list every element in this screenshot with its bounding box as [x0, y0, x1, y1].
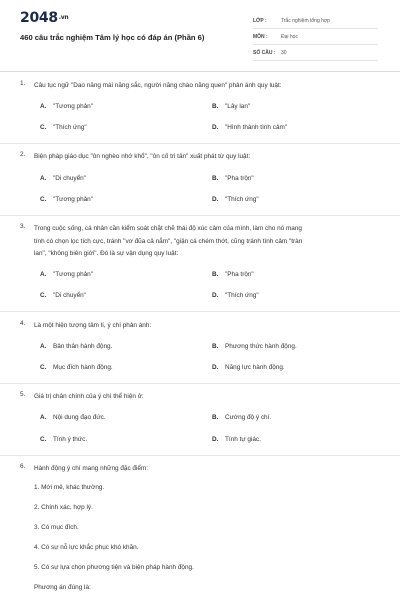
option-text: "Tương phản": [53, 196, 94, 203]
meta-value: Trắc nghiệm tổng hợp: [281, 18, 330, 24]
statement-item: 2. Chính xác, hợp lý.: [34, 504, 93, 511]
option-letter: C.: [40, 292, 47, 299]
question-text: Câu tục ngữ "Dao năng mài năng sắc, người năng chào năng quen" phản ánh quy luật:: [34, 82, 282, 89]
meta-value: 30: [281, 50, 287, 56]
option-b[interactable]: [212, 414, 271, 421]
question-text-line: tính có chọn lọc tích cực, tránh "vơ đũa cả nắm", "giận cá chém thớt, cũng tránh tình cảm "tràn: [34, 237, 303, 245]
statement-item: 4. Có sự nỗ lực khắc phục khó khăn.: [34, 544, 139, 551]
question-separator: [0, 143, 400, 144]
option-d[interactable]: [212, 196, 259, 203]
site-logo[interactable]: [20, 10, 68, 26]
option-c[interactable]: [40, 124, 87, 131]
option-letter: B.: [212, 271, 219, 278]
option-text: "Tương phản": [53, 103, 94, 110]
option-letter: D.: [212, 196, 219, 203]
option-d[interactable]: [212, 292, 259, 299]
option-text: "Thích ứng": [225, 292, 259, 299]
option-b[interactable]: [212, 175, 254, 182]
option-c[interactable]: [40, 292, 86, 299]
document-title: 460 câu trắc nghiệm Tâm lý học có đáp án (Phần 6): [20, 33, 205, 42]
question-2: [20, 151, 382, 164]
option-a[interactable]: [40, 343, 112, 350]
option-letter: B.: [212, 414, 219, 421]
option-text: "Di chuyển": [53, 175, 86, 182]
option-a[interactable]: [40, 175, 86, 182]
option-letter: D.: [212, 436, 219, 443]
option-letter: D.: [212, 292, 219, 299]
question-3: [20, 223, 382, 261]
question-number: 1.: [20, 80, 26, 87]
option-letter: A.: [40, 175, 47, 182]
meta-row-count: [253, 46, 378, 61]
option-text: Phương thức hành động.: [225, 343, 297, 350]
question-separator: [0, 215, 400, 216]
question-text: Giá trị chân chính của ý chí thể hiện ở:: [34, 393, 144, 400]
option-d[interactable]: [212, 364, 285, 371]
question-number: 5.: [20, 391, 26, 398]
statement-item: 3. Có mục đích.: [34, 524, 79, 531]
question-4: [20, 320, 382, 333]
option-b[interactable]: [212, 343, 297, 350]
option-b[interactable]: [212, 103, 250, 110]
question-6: [20, 463, 382, 476]
meta-row-class: [253, 14, 378, 29]
option-letter: B.: [212, 343, 219, 350]
option-letter: A.: [40, 271, 47, 278]
question-separator: [0, 455, 400, 456]
option-text: "Thích ứng": [225, 196, 259, 203]
option-letter: C.: [40, 436, 47, 443]
option-letter: C.: [40, 364, 47, 371]
question-separator: [0, 311, 400, 312]
option-c[interactable]: [40, 364, 113, 371]
question-number: 4.: [20, 320, 26, 327]
question-text: Là một hiện tượng tâm lí, ý chí phản ánh:: [34, 322, 152, 329]
option-text: Năng lực hành động.: [225, 364, 285, 371]
option-letter: B.: [212, 103, 219, 110]
option-text: Tính tự giác.: [225, 436, 261, 443]
meta-label: SỐ CÂU :: [253, 50, 276, 56]
option-text: Bản thân hành động.: [53, 343, 113, 350]
option-a[interactable]: [40, 271, 93, 278]
question-text: Biện pháp giáo dục "ôn nghèo nhớ khổ", "ôn cố tri tân" xuất phát từ quy luật:: [34, 153, 251, 160]
question-text: [34, 223, 382, 261]
option-text: Cường độ ý chí.: [225, 414, 272, 421]
header-divider: [0, 71, 400, 72]
option-d[interactable]: [212, 124, 287, 131]
meta-label: LỚP :: [253, 18, 267, 24]
question-1: [20, 80, 382, 93]
option-text: "Pha trộn": [225, 175, 254, 182]
option-c[interactable]: [40, 436, 87, 443]
logo-text: 2048: [20, 10, 58, 26]
option-text: Tính ý thức.: [53, 436, 88, 443]
question-number: 6.: [20, 463, 26, 470]
option-text: "Pha trộn": [225, 271, 254, 278]
question-number: 2.: [20, 151, 26, 158]
option-text: Nội dung đạo đức.: [53, 414, 106, 421]
option-a[interactable]: [40, 103, 93, 110]
question-5: [20, 391, 382, 404]
option-letter: B.: [212, 175, 219, 182]
option-letter: D.: [212, 124, 219, 131]
question-number: 3.: [20, 223, 26, 230]
option-letter: A.: [40, 414, 47, 421]
option-letter: C.: [40, 124, 47, 131]
logo-suffix: .vn: [58, 14, 69, 21]
option-d[interactable]: [212, 436, 261, 443]
option-letter: D.: [212, 364, 219, 371]
meta-value: Đại học: [281, 34, 298, 40]
question-separator: [0, 383, 400, 384]
option-text: "Hình thành tình cảm": [225, 124, 288, 131]
option-b[interactable]: [212, 271, 254, 278]
option-text: Mục đích hành động.: [53, 364, 113, 371]
option-text: "Thích ứng": [53, 124, 87, 131]
question-text-line: Trong cuộc sống, cá nhân cần kiểm soát chặt chẽ thái độ xúc cảm của mình, làm cho nó mang: [34, 225, 302, 232]
option-letter: A.: [40, 103, 47, 110]
option-text: "Lây lan": [225, 103, 251, 110]
page-header: [0, 0, 400, 70]
option-letter: C.: [40, 196, 47, 203]
meta-row-subject: [253, 30, 378, 45]
statement-item: 1. Mới mẻ, khác thường.: [34, 484, 105, 491]
meta-label: MÔN :: [253, 34, 268, 40]
question-text-line: lan", "không biên giới". Đó là sự vận dụng quy luật:: [34, 250, 179, 257]
option-text: "Di chuyển": [53, 292, 86, 299]
option-letter: A.: [40, 343, 47, 350]
option-a[interactable]: [40, 414, 106, 421]
statement-item: 5. Có sự lựa chọn phương tiện và biện pháp hành động.: [34, 564, 194, 571]
option-text: "Tương phản": [53, 271, 94, 278]
meta-table: [253, 14, 378, 62]
answer-prompt: Phương án đúng là:: [34, 584, 91, 591]
option-c[interactable]: [40, 196, 93, 203]
question-text: Hành động ý chí mang những đặc điểm:: [34, 465, 149, 472]
